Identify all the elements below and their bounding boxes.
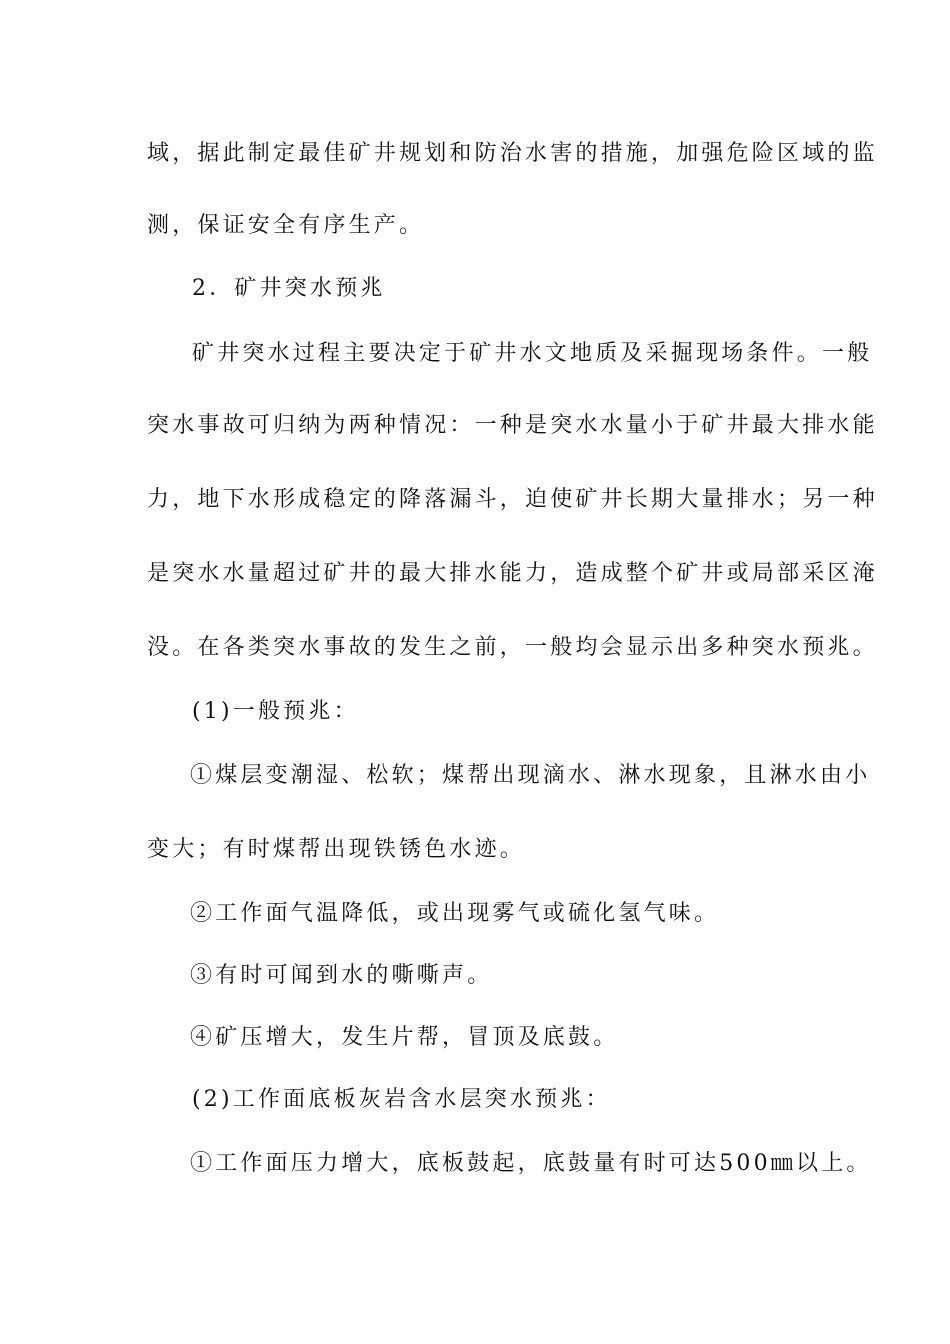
list-item: ①工作面压力增大，底板鼓起，底鼓量有时可达500㎜以上。 bbox=[190, 1151, 872, 1176]
paragraph-line: 突水事故可归纳为两种情况：一种是突水水量小于矿井最大排水能 bbox=[147, 413, 878, 438]
list-item: ③有时可闻到水的嘶嘶声。 bbox=[190, 963, 493, 988]
paragraph-line: 是突水水量超过矿井的最大排水能力，造成整个矿井或局部采区淹 bbox=[147, 561, 878, 586]
subsection-heading: (1)一般预兆： bbox=[192, 699, 359, 724]
list-item: ①煤层变潮湿、松软；煤帮出现滴水、淋水现象，且淋水由小 bbox=[190, 763, 871, 788]
subsection-heading: (2)工作面底板灰岩含水层突水预兆： bbox=[192, 1087, 611, 1112]
paragraph-line: 没。在各类突水事故的发生之前，一般均会显示出多种突水预兆。 bbox=[147, 635, 878, 660]
list-item: ②工作面气温降低，或出现雾气或硫化氢气味。 bbox=[190, 901, 720, 926]
list-item: ④矿压增大，发生片帮，冒顶及底鼓。 bbox=[190, 1025, 619, 1050]
list-item-continuation: 变大；有时煤帮出现铁锈色水迹。 bbox=[147, 837, 526, 862]
paragraph-line: 测，保证安全有序生产。 bbox=[147, 213, 425, 238]
paragraph-line: 力，地下水形成稳定的降落漏斗，迫使矿井长期大量排水；另一种 bbox=[147, 487, 878, 512]
paragraph-line: 矿井突水过程主要决定于矿井水文地质及采掘现场条件。一般 bbox=[192, 341, 873, 366]
section-heading: 2．矿井突水预兆 bbox=[192, 276, 386, 301]
paragraph-line: 域，据此制定最佳矿井规划和防治水害的措施，加强危险区域的监 bbox=[147, 141, 878, 166]
